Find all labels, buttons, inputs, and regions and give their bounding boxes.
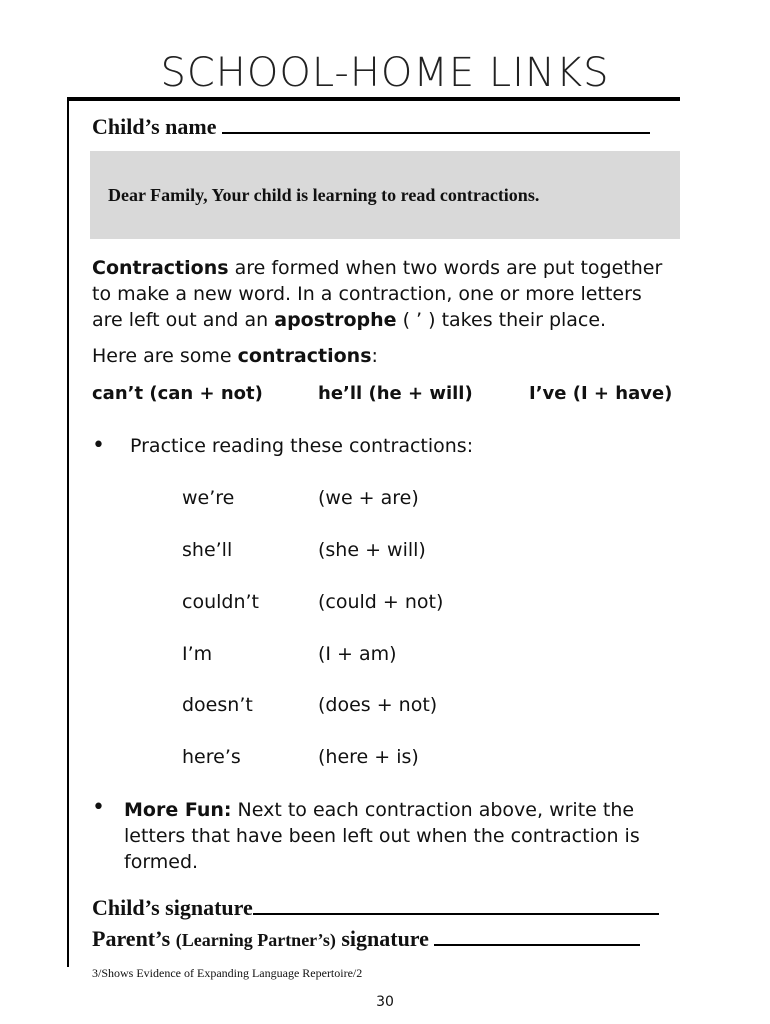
contraction-expansion: (we + are): [318, 487, 419, 509]
contraction-word: she’ll: [182, 539, 233, 561]
contraction-expansion: (here + is): [318, 746, 419, 768]
contraction-expansion: (I + am): [318, 643, 397, 665]
contraction-word: here’s: [182, 746, 241, 768]
page-number: 30: [376, 994, 394, 1010]
intro-apostrophe-term: apostrophe: [274, 309, 397, 331]
child-name-label: Child’s name: [92, 114, 217, 139]
family-note-box: [90, 151, 680, 239]
example-item: he’ll (he + will): [318, 383, 473, 404]
parent-signature-label-a: Parent’s: [92, 926, 176, 951]
examples-intro-word: contractions: [237, 345, 372, 367]
examples-intro-suffix: :: [371, 345, 378, 367]
parent-signature-blank[interactable]: [434, 926, 640, 946]
child-name-blank[interactable]: [222, 114, 650, 134]
intro-text-2: ( ’ ) takes their place.: [396, 309, 607, 331]
contraction-expansion: (could + not): [318, 591, 444, 613]
family-note-text: Dear Family, Your child is learning to read contractions.: [108, 185, 540, 205]
child-name-line: [92, 114, 650, 140]
contraction-expansion: (does + not): [318, 694, 438, 716]
footer-standard: 3/Shows Evidence of Expanding Language Repertoire/2: [92, 966, 363, 980]
child-signature-label: Child’s signature: [92, 895, 253, 920]
more-fun-text: [124, 797, 644, 875]
examples-intro-prefix: Here are some: [92, 345, 238, 367]
contraction-word: couldn’t: [182, 591, 259, 613]
contraction-word: I’m: [182, 643, 213, 665]
parent-signature-label-c: signature: [335, 926, 435, 951]
practice-text: Practice reading these contractions:: [130, 435, 474, 457]
header-rule: [68, 97, 680, 101]
more-fun-label: More Fun:: [124, 799, 232, 821]
more-fun-body: Next to each contraction above, write the letters that have been left out when the contraction is formed.: [124, 799, 640, 873]
example-item: can’t (can + not): [92, 383, 263, 404]
examples-intro: [92, 343, 672, 369]
bullet-icon: •: [92, 795, 105, 820]
parent-signature-label-b: (Learning Partner’s): [175, 930, 336, 950]
contraction-word: doesn’t: [182, 694, 253, 716]
intro-paragraph: [92, 255, 672, 333]
page-title: SCHOOL-HOME LINKS: [160, 50, 610, 96]
left-margin-rule: [67, 97, 69, 967]
intro-term: Contractions: [92, 257, 229, 279]
example-item: I’ve (I + have): [529, 383, 673, 404]
contraction-expansion: (she + will): [318, 539, 426, 561]
child-signature-blank[interactable]: [253, 895, 659, 915]
parent-signature-line: [92, 926, 640, 952]
bullet-icon: •: [92, 433, 105, 458]
contraction-word: we’re: [182, 487, 235, 509]
intro-text-1: are formed when two words are put together to make a new word. In a contraction, one or more letters are left out and an: [92, 257, 663, 331]
child-signature-line: [92, 895, 659, 921]
